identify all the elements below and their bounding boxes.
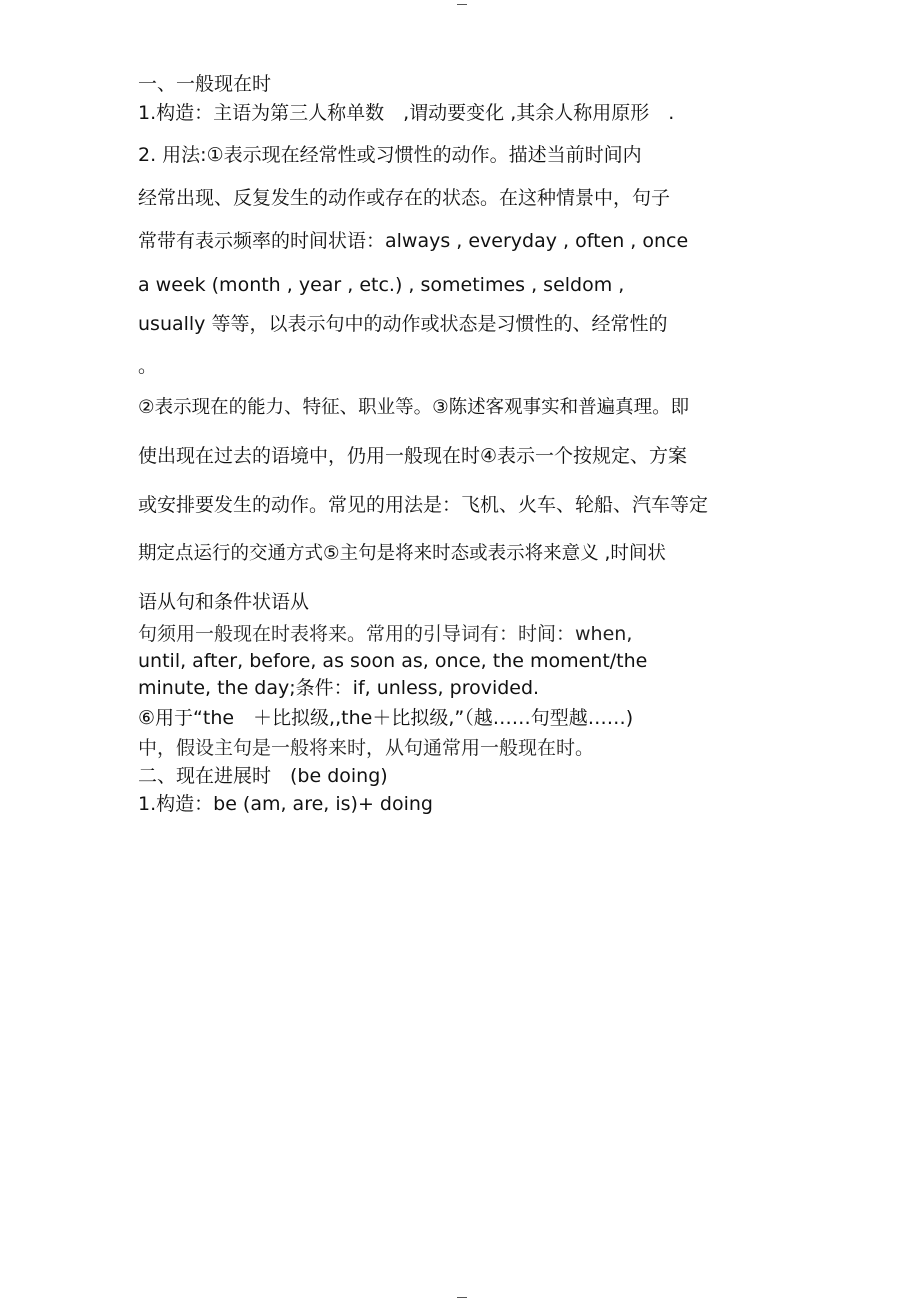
- usage-line-4: a week (month , year , etc.) , sometimes , seldom ,: [138, 274, 625, 296]
- usage-line-16: 中，假设主句是一般将来时，从句通常用一般现在时。: [138, 737, 595, 759]
- usage-line-6: 。: [138, 355, 158, 377]
- structure-line: 1.构造：主语为第三人称单数 ,谓动要变化 ,其余人称用原形 .: [138, 102, 675, 124]
- progressive-structure-line: 1.构造：be (am, are, is)+ doing: [138, 793, 433, 815]
- usage-line-9: 或安排要发生的动作。常见的用法是：飞机、火车、轮船、汽车等定: [138, 494, 709, 516]
- usage-line-2: 经常出现、反复发生的动作或存在的状态。在这种情景中，句子: [138, 187, 671, 209]
- usage-line-14: minute, the day;条件：if, unless, provided.: [138, 677, 540, 699]
- usage-line-5: usually 等等，以表示句中的动作或状态是习惯性的、经常性的: [138, 313, 668, 335]
- page-bottom-mark: [457, 1297, 467, 1298]
- usage-line-10: 期定点运行的交通方式⑤主句是将来时态或表示将来意义 ,时间状: [138, 543, 666, 564]
- usage-line-15: ⑥用于“the ＋比拟级,,the＋比拟级,”（越……句型越……): [138, 707, 634, 729]
- usage-line-13: until, after, before, as soon as, once, the moment/the: [138, 650, 648, 672]
- usage-line-11: 语从句和条件状语从: [138, 591, 310, 613]
- usage-line-7: ②表示现在的能力、特征、职业等。③陈述客观事实和普遍真理。即: [138, 397, 690, 418]
- usage-line-8: 使出现在过去的语境中，仍用一般现在时④表示一个按规定、方案: [138, 445, 688, 467]
- page-top-mark: [457, 4, 467, 5]
- usage-line-3: 常带有表示频率的时间状语：always , everyday , often , once: [138, 230, 689, 252]
- heading-present-progressive: 二、现在进展时 (be doing): [138, 765, 388, 787]
- usage-line-1: 2. 用法:①表示现在经常性或习惯性的动作。描述当前时间内: [138, 144, 642, 166]
- heading-simple-present: 一、一般现在时: [138, 73, 272, 95]
- usage-line-12: 句须用一般现在时表将来。常用的引导词有：时间：when,: [138, 623, 633, 645]
